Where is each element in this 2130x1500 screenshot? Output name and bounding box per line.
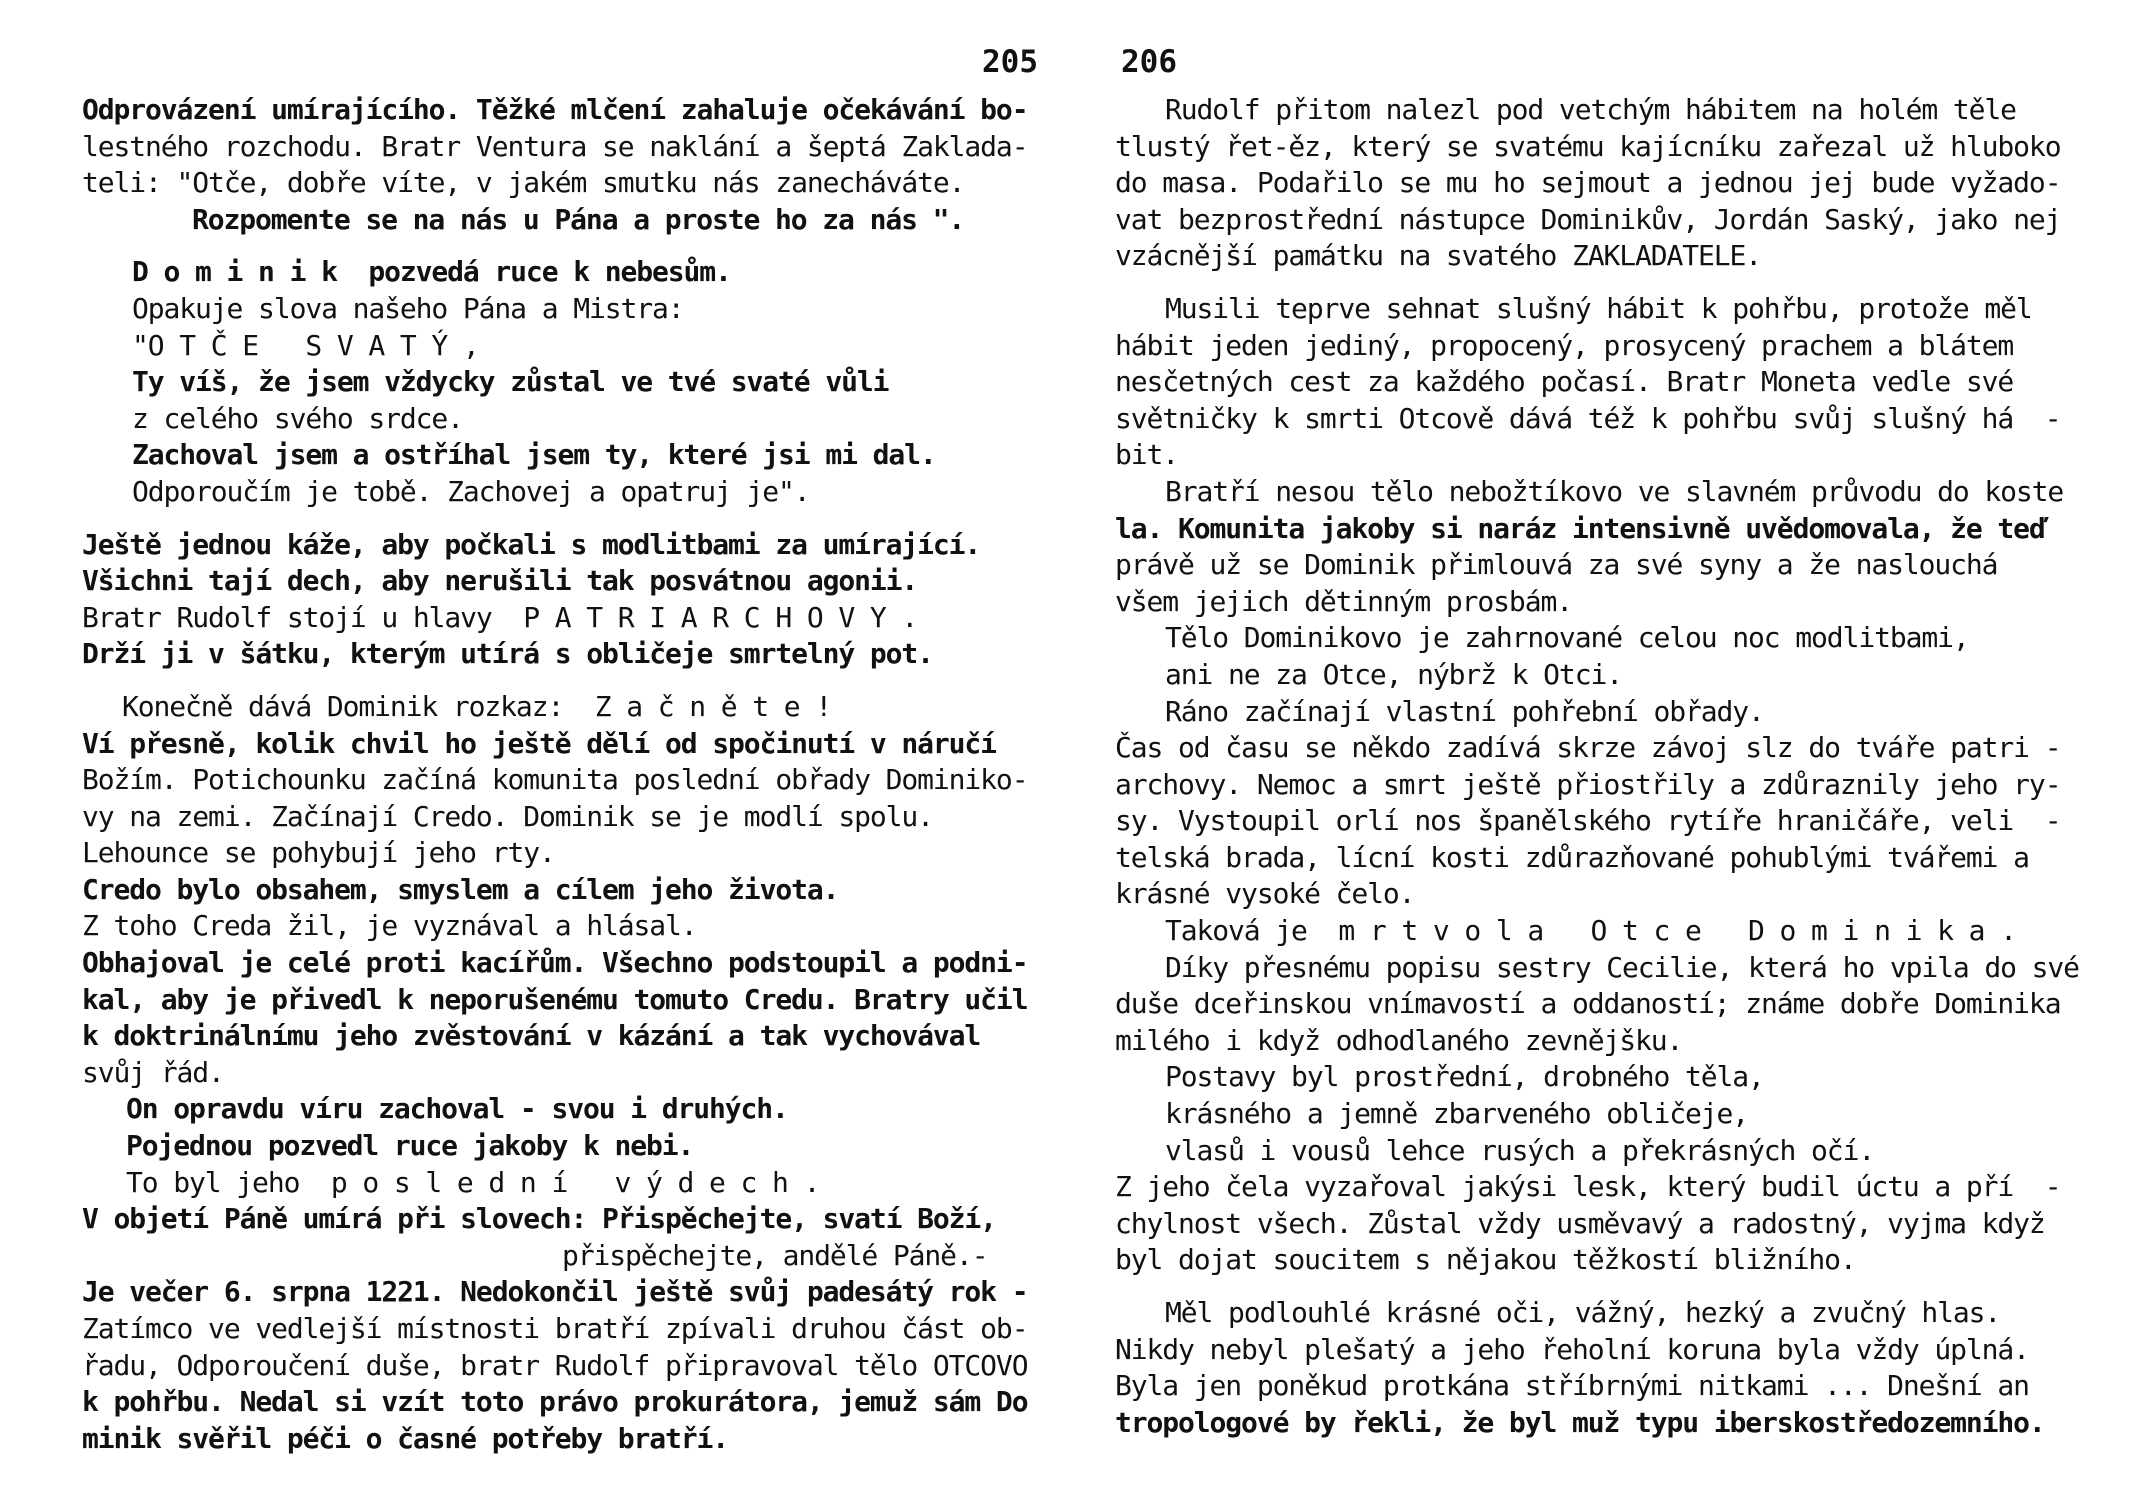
- text-line: Odporoučím je tobě. Zachovej a opatruj je".: [132, 474, 810, 508]
- text-line: Ještě jednou káže, aby počkali s modlitbami za umírající.: [82, 527, 981, 561]
- text-line: Z toho Creda žil, je vyznával a hlásal.: [82, 909, 697, 943]
- text-line: krásného a jemně zbarveného obličeje,: [1165, 1097, 1749, 1131]
- text-line: sy. Vystoupil orlí nos španělského rytíře hraničáře, veli -: [1115, 804, 2061, 838]
- text-line: Ráno začínají vlastní pohřební obřady.: [1165, 694, 1764, 728]
- text-line: Z jeho čela vyzařoval jakýsi lesk, který budil úctu a pří -: [1115, 1170, 2061, 1204]
- text-line: Ví přesně, kolik chvil ho ještě dělí od spočinutí v náručí: [82, 726, 996, 760]
- text-line: tropologové by řekli, že byl muž typu iberskostředozemního.: [1115, 1405, 2045, 1439]
- text-line: bit.: [1115, 438, 1179, 472]
- text-line: D o m i n i k pozvedá ruce k nebesům.: [132, 255, 731, 289]
- right-page: [1065, 0, 2130, 1500]
- text-line: Byla jen poněkud protkána stříbrnými nitkami ... Dnešní an: [1115, 1369, 2029, 1403]
- text-line: tlustý řet-ěz, který se svatému kajícníku zařezal už hluboko: [1115, 129, 2061, 163]
- text-line: To byl jeho p o s l e d n í v ý d e c h .: [126, 1165, 820, 1199]
- text-line: všem jejich dětinným prosbám.: [1115, 584, 1572, 618]
- text-line: Rozpomente se na nás u Pána a proste ho za nás ".: [192, 202, 965, 236]
- text-line: On opravdu víru zachoval - svou i druhých.: [126, 1092, 788, 1126]
- text-line: Opakuje slova našeho Pána a Mistra:: [132, 291, 684, 325]
- page-body-text: [1115, 92, 2115, 1441]
- text-line: Pojednou pozvedl ruce jakoby k nebi.: [126, 1129, 694, 1163]
- text-line: Bratří nesou tělo nebožtíkovo ve slavném průvodu do koste: [1165, 474, 2064, 508]
- page-body-text: [82, 92, 1042, 1457]
- text-line: Je večer 6. srpna 1221. Nedokončil ještě svůj padesátý rok -: [82, 1275, 1028, 1309]
- text-line: z celého svého srdce.: [132, 401, 463, 435]
- text-line: řadu, Odporoučení duše, bratr Rudolf připravoval tělo OTCOVO: [82, 1348, 1028, 1382]
- text-line: hábit jeden jediný, propocený, prosycený prachem a blátem: [1115, 328, 2014, 362]
- text-line: k doktrinálnímu jeho zvěstování v kázání a tak vychovával: [82, 1019, 981, 1053]
- paragraph-gap: [1115, 1279, 2115, 1295]
- text-line: teli: "Otče, dobře víte, v jakém smutku nás zanecháváte.: [82, 166, 965, 200]
- text-line: Božím. Potichounku začíná komunita poslední obřady Dominiko-: [82, 763, 1028, 797]
- page-number: 205: [982, 44, 1038, 80]
- paragraph-gap: [82, 511, 1042, 527]
- text-line: telská brada, lícní kosti zdůrazňované pohublými tvářemi a: [1115, 840, 2029, 874]
- text-line: chylnost všech. Zůstal vždy usměvavý a radostný, vyjma když: [1115, 1206, 2045, 1240]
- text-line: Odprovázení umírajícího. Těžké mlčení zahaluje očekávání bo-: [82, 93, 1028, 126]
- text-line: ani ne za Otce, nýbrž k Otci.: [1165, 657, 1622, 691]
- text-line: Musili teprve sehnat slušný hábit k pohřbu, protože měl: [1165, 291, 2032, 325]
- text-line: Tělo Dominikovo je zahrnované celou noc modlitbami,: [1165, 621, 1969, 655]
- text-line: Ty víš, že jsem vždycky zůstal ve tvé svaté vůli: [132, 365, 889, 399]
- text-line: Postavy byl prostřední, drobného těla,: [1165, 1060, 1764, 1094]
- text-line: lestného rozchodu. Bratr Ventura se naklání a šeptá Zaklada-: [82, 129, 1028, 163]
- text-line: Rudolf přitom nalezl pod vetchým hábitem na holém těle: [1165, 93, 2016, 126]
- text-line: nesčetných cest za každého počasí. Bratr Moneta vedle své: [1115, 365, 2014, 399]
- text-line: světničky k smrti Otcově dává též k pohřbu svůj slušný há -: [1115, 401, 2061, 435]
- text-line: Zatímco ve vedlejší místnosti bratří zpívali druhou část ob-: [82, 1312, 1028, 1345]
- text-line: la. Komunita jakoby si naráz intensivně uvědomovala, že teď: [1115, 511, 2045, 545]
- text-line: Zachoval jsem a ostříhal jsem ty, které jsi mi dal.: [132, 438, 936, 472]
- text-line: V objetí Páně umírá při slovech: Přispěchejte, svatí Boží,: [82, 1202, 996, 1236]
- text-line: "O T Č E S V A T Ý ,: [132, 328, 479, 362]
- text-line: Obhajoval je celé proti kacířům. Všechno podstoupil a podni-: [82, 946, 1028, 980]
- text-line: Všichni tají dech, aby nerušili tak posvátnou agonii.: [82, 564, 918, 598]
- text-line: právě už se Dominik přimlouvá za své syny a že naslouchá: [1115, 548, 1998, 582]
- text-line: duše dceřinskou vnímavostí a oddaností; známe dobře Dominika: [1115, 987, 2061, 1021]
- text-line: k pohřbu. Nedal si vzít toto právo prokurátora, jemuž sám Do: [82, 1385, 1028, 1419]
- text-line: přispěchejte, andělé Páně.-: [562, 1238, 988, 1272]
- text-line: vat bezprostřední nástupce Dominikův, Jordán Saský, jako nej: [1115, 202, 2061, 236]
- text-line: archovy. Nemoc a smrt ještě přiostřily a zdůraznily jeho ry-: [1115, 767, 2061, 801]
- text-line: Čas od času se někdo zadívá skrze závoj slz do tváře patri -: [1115, 731, 2061, 765]
- text-line: Nikdy nebyl plešatý a jeho řeholní koruna byla vždy úplná.: [1115, 1332, 2029, 1366]
- text-line: Lehounce se pohybují jeho rty.: [82, 836, 555, 870]
- paragraph-gap: [82, 238, 1042, 254]
- text-line: Měl podlouhlé krásné oči, vážný, hezký a zvučný hlas.: [1165, 1296, 2001, 1329]
- paragraph-gap: [1115, 275, 2115, 291]
- paragraph-gap: [82, 673, 1042, 689]
- text-line: vy na zemi. Začínají Credo. Dominik se je modlí spolu.: [82, 799, 933, 833]
- text-line: krásné vysoké čelo.: [1115, 877, 1415, 911]
- text-line: Taková je m r t v o l a O t c e D o m i n i k a .: [1165, 914, 2016, 948]
- text-line: Díky přesnému popisu sestry Cecilie, která ho vpila do své: [1165, 950, 2079, 984]
- page-number: 206: [1121, 44, 1177, 80]
- text-line: Drží ji v šátku, kterým utírá s obličeje smrtelný pot.: [82, 637, 933, 671]
- text-line: Bratr Rudolf stojí u hlavy P A T R I A R C H O V Y .: [82, 600, 918, 634]
- text-line: byl dojat soucitem s nějakou těžkostí bližního.: [1115, 1243, 1856, 1277]
- text-line: vzácnější památku na svatého ZAKLADATELE.: [1115, 239, 1762, 273]
- text-line: do masa. Podařilo se mu ho sejmout a jednou jej bude vyžado-: [1115, 166, 2061, 200]
- text-line: Credo bylo obsahem, smyslem a cílem jeho života.: [82, 872, 839, 906]
- text-line: vlasů i vousů lehce rusých a překrásných očí.: [1165, 1133, 1875, 1167]
- text-line: milého i když odhodlaného zevnějšku.: [1115, 1023, 1683, 1057]
- text-line: kal, aby je přivedl k neporušenému tomuto Credu. Bratry učil: [82, 982, 1028, 1016]
- text-line: minik svěřil péči o časné potřeby bratří.: [82, 1421, 729, 1455]
- text-line: svůj řád.: [82, 1055, 224, 1089]
- text-line: Konečně dává Dominik rozkaz: Z a č n ě t e !: [122, 689, 832, 723]
